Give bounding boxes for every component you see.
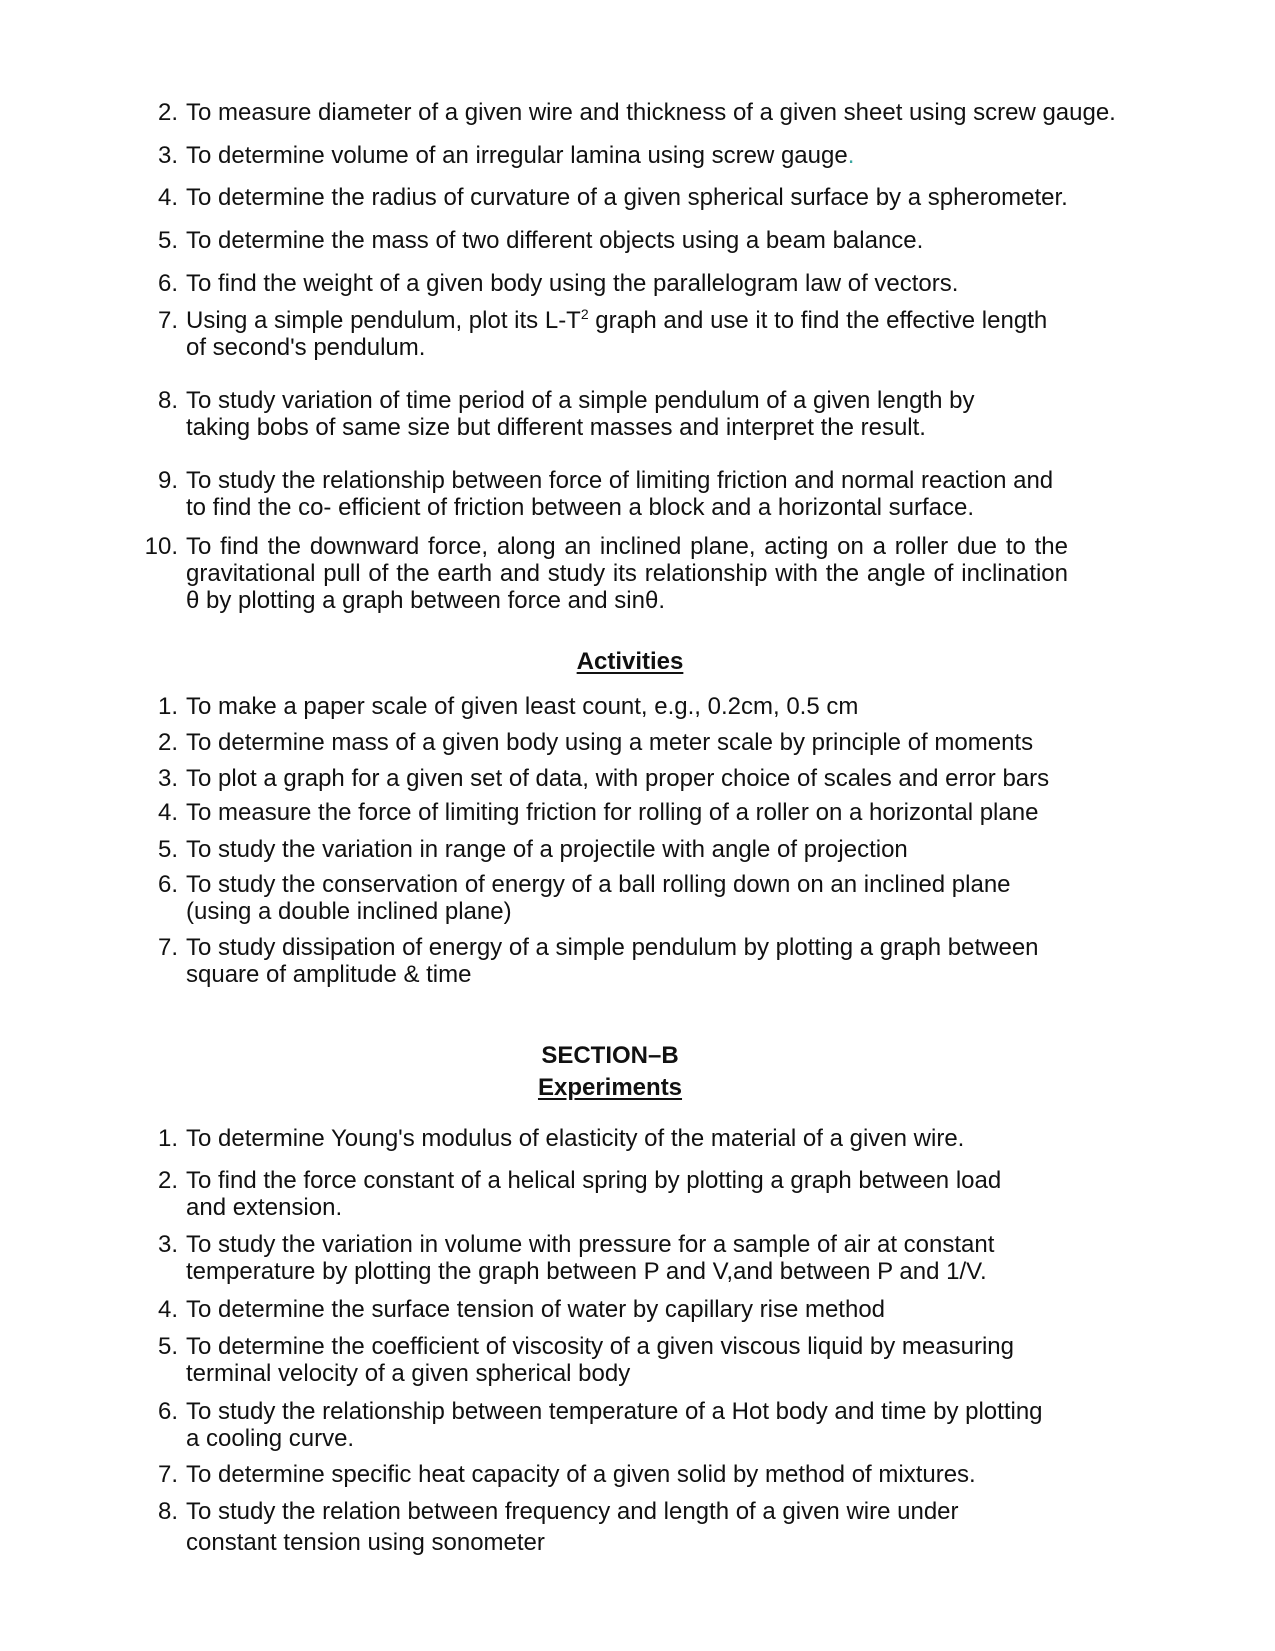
item-number: 9. bbox=[157, 467, 178, 494]
item-text: To make a paper scale of given least count, e.g., 0.2cm, 0.5 cm bbox=[186, 693, 859, 720]
item-number: 2. bbox=[157, 729, 178, 756]
item-text: To find the weight of a given body using the parallelogram law of vectors. bbox=[186, 270, 959, 297]
list-item bbox=[140, 1125, 1130, 1152]
item-text: To study the variation in volume with pressure for a sample of air at constant temperature by plotting the graph between P and V,and between P and 1/V. bbox=[186, 1231, 995, 1285]
item-number: 6. bbox=[157, 270, 178, 297]
item-text: To study the conservation of energy of a ball rolling down on an inclined plane (using a double inclined plane) bbox=[186, 871, 1011, 925]
item-text-before: Using a simple pendulum, plot its L-T bbox=[186, 307, 581, 334]
list-item bbox=[140, 307, 1070, 361]
list-item bbox=[140, 1461, 1130, 1488]
list-item bbox=[140, 765, 1130, 792]
list-item bbox=[140, 1167, 1045, 1221]
item-number: 3. bbox=[157, 765, 178, 792]
item-text: To determine specific heat capacity of a given solid by method of mixtures. bbox=[186, 1461, 976, 1488]
item-number: 5. bbox=[157, 836, 178, 863]
list-item bbox=[140, 142, 1130, 169]
item-number: 2. bbox=[157, 1167, 178, 1194]
item-number: 1. bbox=[157, 1125, 178, 1152]
item-text bbox=[186, 142, 1130, 169]
item-number: 6. bbox=[157, 871, 178, 898]
list-item bbox=[140, 871, 1072, 925]
item-text: To study the relation between frequency and length of a given wire under constant tension using sonometer bbox=[186, 1498, 959, 1556]
list-item bbox=[140, 729, 1130, 756]
item-text: To determine Young's modulus of elasticity of the material of a given wire. bbox=[186, 1125, 965, 1152]
item-text-after: graph and use it to find the effective length of second's pendulum. bbox=[186, 307, 1048, 361]
list-item bbox=[140, 533, 1068, 614]
item-number: 4. bbox=[157, 1296, 178, 1323]
item-text: To study the relationship between force of limiting friction and normal reaction and to find the co- efficient of friction between a block and a horizontal surface. bbox=[186, 467, 1054, 521]
item-text: To study dissipation of energy of a simple pendulum by plotting a graph between square of amplitude & time bbox=[186, 934, 1039, 988]
superscript: 2 bbox=[580, 306, 589, 322]
item-number: 3. bbox=[157, 1231, 178, 1258]
activities-heading: Activities bbox=[576, 648, 684, 675]
item-text: To find the downward force, along an inclined plane, acting on a roller due to the gravitational pull of the earth and study its relationship with the angle of inclination θ by plotting a graph between force and sinθ. bbox=[186, 533, 1068, 614]
list-item bbox=[140, 227, 1130, 254]
item-number: 7. bbox=[157, 934, 178, 961]
list-item bbox=[140, 1231, 1010, 1285]
item-text: To measure the force of limiting friction for rolling of a roller on a horizontal plane bbox=[186, 799, 1039, 826]
section-subtitle: Experiments bbox=[537, 1074, 683, 1101]
list-item bbox=[140, 1296, 1130, 1323]
item-number: 4. bbox=[157, 799, 178, 826]
list-item bbox=[140, 184, 1130, 211]
list-item bbox=[140, 1398, 1060, 1452]
list-item bbox=[140, 387, 1040, 441]
item-text-main: To determine volume of an irregular lamina using screw gauge bbox=[186, 142, 848, 169]
list-item bbox=[140, 270, 1130, 297]
item-number: 7. bbox=[157, 1461, 178, 1488]
section-title: SECTION–B bbox=[541, 1042, 679, 1069]
item-number: 8. bbox=[157, 1498, 178, 1525]
list-item bbox=[140, 467, 1075, 521]
item-number: 5. bbox=[157, 227, 178, 254]
item-number: 8. bbox=[157, 387, 178, 414]
list-item bbox=[140, 836, 1130, 863]
item-number: 1. bbox=[157, 693, 178, 720]
list-item bbox=[140, 799, 1130, 826]
item-text-period: . bbox=[847, 142, 855, 169]
item-text: To determine the coefficient of viscosity of a given viscous liquid by measuring terminal velocity of a given spherical body bbox=[186, 1333, 1014, 1387]
item-number: 6. bbox=[157, 1398, 178, 1425]
list-item bbox=[140, 99, 1140, 126]
item-text: To plot a graph for a given set of data, with proper choice of scales and error bars bbox=[186, 765, 1050, 792]
list-item bbox=[140, 934, 1040, 988]
item-number: 7. bbox=[157, 307, 178, 334]
item-text: To determine the radius of curvature of a given spherical surface by a spherometer. bbox=[186, 184, 1068, 211]
item-number: 5. bbox=[157, 1333, 178, 1360]
item-text: To study the variation in range of a projectile with angle of projection bbox=[186, 836, 908, 863]
item-text: To determine the surface tension of water by capillary rise method bbox=[186, 1296, 886, 1323]
item-text: To determine mass of a given body using a meter scale by principle of moments bbox=[186, 729, 1034, 756]
item-text: To find the force constant of a helical spring by plotting a graph between load and extension. bbox=[186, 1167, 1002, 1221]
item-number: 2. bbox=[157, 99, 178, 126]
list-item bbox=[140, 1333, 1015, 1387]
item-number: 4. bbox=[157, 184, 178, 211]
list-item bbox=[140, 1496, 960, 1558]
item-number: 3. bbox=[157, 142, 178, 169]
item-text: To determine the mass of two different objects using a beam balance. bbox=[186, 227, 924, 254]
item-text: To study variation of time period of a simple pendulum of a given length by taking bobs of same size but different masses and interpret the result. bbox=[186, 387, 975, 441]
item-number: 10. bbox=[144, 533, 178, 560]
item-text bbox=[186, 307, 1070, 361]
item-text: To study the relationship between temperature of a Hot body and time by plotting a cooling curve. bbox=[186, 1398, 1043, 1452]
list-item bbox=[140, 693, 1130, 720]
item-text: To measure diameter of a given wire and thickness of a given sheet using screw gauge. bbox=[186, 99, 1116, 126]
